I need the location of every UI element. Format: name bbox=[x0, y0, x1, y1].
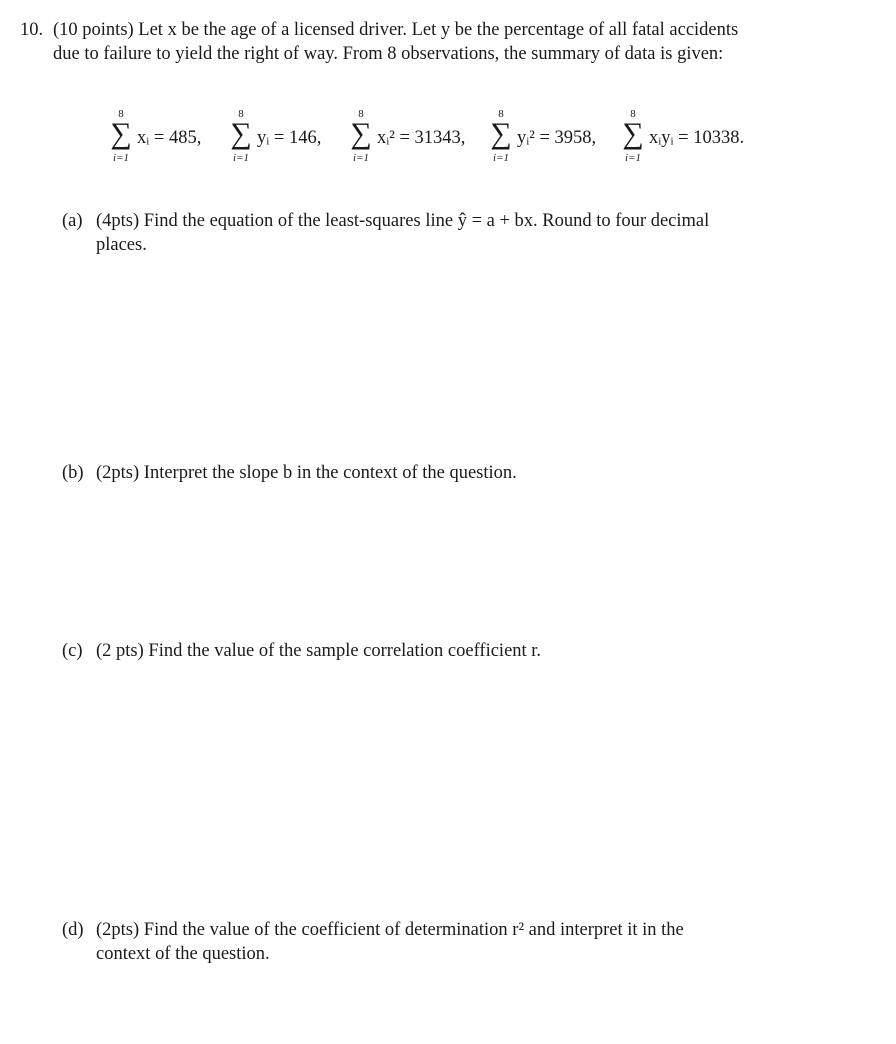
problem-intro-line-1 bbox=[20, 18, 840, 42]
sum-expression: xᵢ² = 31343, bbox=[377, 128, 466, 148]
part-d bbox=[62, 918, 832, 966]
problem-intro-line-2: due to failure to yield the right of way. From 8 observations, the summary of data is given: bbox=[53, 44, 724, 64]
problem-intro-text-1: (10 points) Let x be the age of a licensed driver. Let y be the percentage of all fatal accidents bbox=[53, 20, 739, 40]
summary-statistics bbox=[108, 108, 828, 172]
part-d-line-1 bbox=[62, 918, 832, 942]
part-b-label: (b) bbox=[62, 463, 84, 483]
part-d-line-2: context of the question. bbox=[96, 944, 270, 964]
part-a-line-1 bbox=[62, 209, 832, 233]
part-c-label: (c) bbox=[62, 641, 83, 661]
sum-upper-limit: 8 bbox=[238, 108, 244, 120]
part-b-line-1 bbox=[62, 461, 832, 485]
sum-lower-limit: i=1 bbox=[353, 152, 369, 164]
sigma-symbol: 8 ∑ i=1 bbox=[488, 108, 514, 172]
sum-expression: xᵢyᵢ = 10338. bbox=[649, 128, 745, 148]
sum-upper-limit: 8 bbox=[118, 108, 124, 120]
sum-expression: yᵢ = 146, bbox=[257, 128, 322, 148]
sum-lower-limit: i=1 bbox=[233, 152, 249, 164]
part-b-text: (2pts) Interpret the slope b in the context of the question. bbox=[96, 463, 517, 483]
sum-lower-limit: i=1 bbox=[493, 152, 509, 164]
sigma-symbol: 8 ∑ i=1 bbox=[228, 108, 254, 172]
part-a-line-2: places. bbox=[96, 235, 147, 255]
sum-upper-limit: 8 bbox=[498, 108, 504, 120]
sum-expression: xᵢ = 485, bbox=[137, 128, 202, 148]
problem-number: 10. bbox=[20, 20, 44, 40]
part-a bbox=[62, 209, 832, 257]
sum-lower-limit: i=1 bbox=[625, 152, 641, 164]
part-c-text: (2 pts) Find the value of the sample correlation coefficient r. bbox=[96, 641, 542, 661]
part-c-line-1 bbox=[62, 639, 832, 663]
problem-statement bbox=[20, 18, 840, 66]
part-a-label: (a) bbox=[62, 211, 83, 231]
sigma-symbol: 8 ∑ i=1 bbox=[620, 108, 646, 172]
sigma-symbol: 8 ∑ i=1 bbox=[348, 108, 374, 172]
sum-upper-limit: 8 bbox=[358, 108, 364, 120]
part-d-text: (2pts) Find the value of the coefficient of determination r² and interpret it in the bbox=[96, 920, 684, 940]
part-b bbox=[62, 461, 832, 485]
sigma-symbol: 8 ∑ i=1 bbox=[108, 108, 134, 172]
sum-expression: yᵢ² = 3958, bbox=[517, 128, 597, 148]
sum-lower-limit: i=1 bbox=[113, 152, 129, 164]
part-a-text: (4pts) Find the equation of the least-squares line ŷ = a + bx. Round to four decimal bbox=[96, 211, 710, 231]
part-c bbox=[62, 639, 832, 663]
part-d-label: (d) bbox=[62, 920, 84, 940]
sum-upper-limit: 8 bbox=[630, 108, 636, 120]
